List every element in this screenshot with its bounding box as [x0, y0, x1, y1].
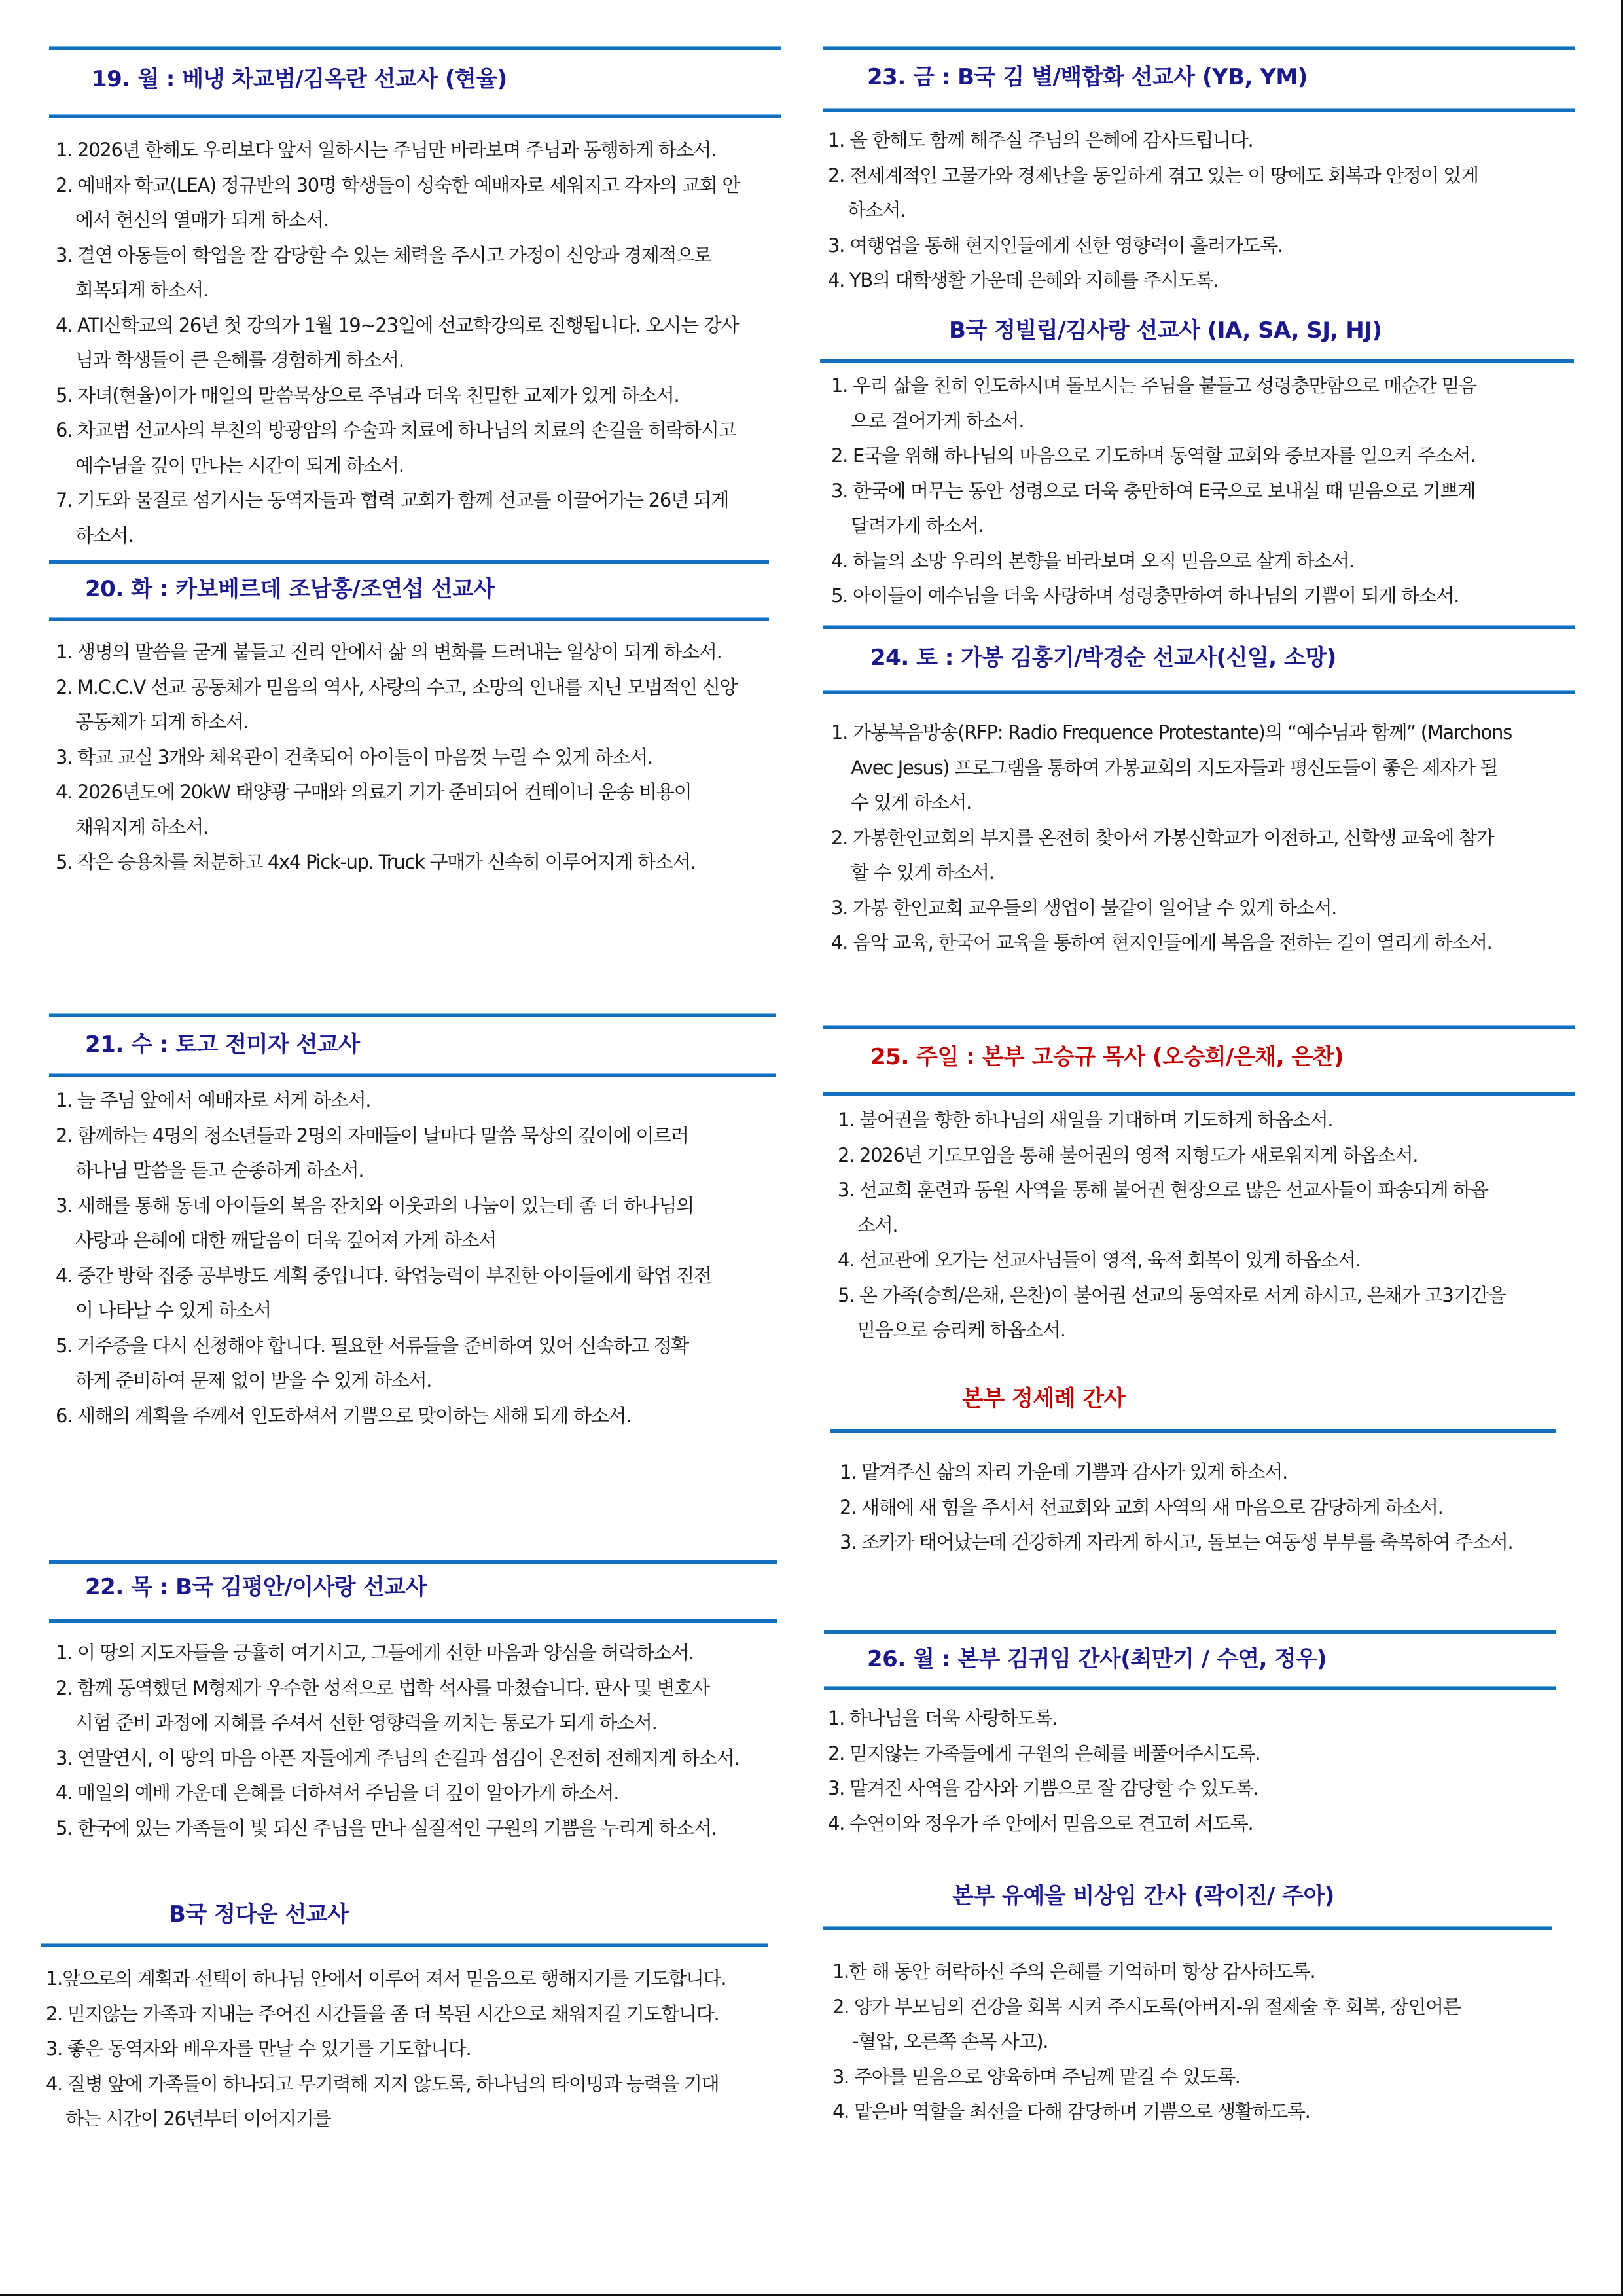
prayer-item: [831, 925, 1512, 961]
prayer-item-continuation: 시험 준비 과정에 지혜를 주셔서 선한 영향력을 끼치는 통로가 되게 하소서.: [75, 1712, 657, 1734]
prayer-item-continuation: 으로 걸어가게 하소서.: [851, 409, 1024, 432]
prayer-item: [840, 1490, 1512, 1526]
prayer-item-text: 1. 이 땅의 지도자들을 긍휼히 여기시고, 그들에게 선한 마음과 양심을 허락하소서.: [56, 1641, 694, 1664]
prayer-item-text: 3. 좋은 동역자와 배우자를 만날 수 있기를 기도합니다.: [46, 2037, 471, 2060]
prayer-item: [831, 579, 1476, 614]
prayer-item-text: 1. 맡겨주신 삶의 자리 가운데 기쁨과 감사가 있게 하소서.: [840, 1461, 1288, 1483]
prayer-item-text: 4. 2026년도에 20kW 태양광 구매와 의료기 기가 준비되어 컨테이너 운송 비용이: [56, 781, 692, 803]
prayer-list: [46, 1962, 726, 2137]
prayer-item-continuation: 이 나타날 수 있게 하소서: [75, 1299, 271, 1321]
prayer-item-text: 3. 가봉 한인교회 교우들의 생업이 불같이 일어날 수 있게 하소서.: [831, 896, 1337, 919]
prayer-item: [56, 1083, 711, 1119]
prayer-item: [56, 1259, 711, 1329]
prayer-item-text: 3. 새해를 통해 동네 아이들의 복음 잔치와 이웃과의 나눔이 있는데 좀 더 하나님의: [56, 1194, 694, 1217]
prayer-item: [56, 775, 737, 845]
prayer-item: [56, 1741, 739, 1776]
prayer-item: [56, 635, 737, 670]
prayer-item-text: 4. 선교관에 오가는 선교사님들이 영적, 육적 회복이 있게 하옵소서.: [838, 1249, 1361, 1271]
prayer-item-text: 3. 연말연시, 이 땅의 마음 아픈 자들에게 주님의 손길과 섬김이 온전히 전해지게 하소서.: [56, 1746, 740, 1769]
section-title: B국 정빌립/김사랑 선교사 (IA, SA, SJ, HJ): [949, 317, 1382, 344]
prayer-item-text: 5. 온 가족(승희/은채, 은찬)이 불어권 선교의 동역자로 서게 하시고, 은채가 고3기간을: [838, 1283, 1506, 1306]
prayer-item-continuation: -혈압, 오른쪽 손목 사고).: [852, 2030, 1048, 2053]
prayer-item: [831, 715, 1512, 821]
section-title: B국 정다운 선교사: [169, 1901, 349, 1928]
section-rule: [824, 1686, 1556, 1690]
prayer-item-text: 1. 우리 삶을 친히 인도하시며 돌보시는 주님을 붙들고 성령충만함으로 매순간 믿음: [831, 374, 1476, 397]
prayer-list: [56, 635, 737, 880]
prayer-item-text: 2. 양가 부모님의 건강을 회복 시켜 주시도록(아버지-위 절제술 후 회복, 장인어른: [832, 1995, 1461, 2018]
section-title: 20. 화 : 카보베르데 조남홍/조연섭 선교사: [85, 576, 495, 602]
prayer-item: [828, 1806, 1260, 1842]
prayer-item-text: 6. 새해의 계획을 주께서 인도하셔서 기쁨으로 맞이하는 새해 되게 하소서.: [56, 1404, 631, 1427]
prayer-item: [828, 1736, 1260, 1772]
prayer-item-text: 2. 믿지않는 가족과 지내는 주어진 시간들을 좀 더 복된 시간으로 채워지길 기도합니다.: [46, 2002, 719, 2025]
prayer-item: [831, 821, 1512, 891]
prayer-item-text: 4. 하늘의 소망 우리의 본향을 바라보며 오직 믿음으로 살게 하소서.: [831, 549, 1354, 572]
prayer-item-text: 4. ATI신학교의 26년 첫 강의가 1월 19~23일에 선교학강의로 진행됩니다. 오시는 강사: [56, 314, 739, 336]
prayer-item: [828, 228, 1478, 264]
prayer-item-text: 4. YB의 대학생활 가운데 은혜와 지혜를 주시도록.: [828, 269, 1219, 291]
prayer-item-continuation: 소서.: [857, 1213, 898, 1236]
prayer-item-text: 2. 믿지않는 가족들에게 구원의 은혜를 베풀어주시도록.: [828, 1742, 1260, 1765]
section-rule: [824, 1630, 1556, 1634]
prayer-item-text: 3. 선교회 훈련과 동원 사역을 통해 불어권 현장으로 많은 선교사들이 파송되게 하옵: [838, 1179, 1488, 1201]
prayer-item: [831, 474, 1476, 544]
prayer-item-text: 4. 중간 방학 집중 공부방도 계획 중입니다. 학업능력이 부진한 아이들에게 학업 진전: [56, 1264, 711, 1287]
prayer-item: [56, 1811, 739, 1846]
prayer-item-continuation: 회복되게 하소서.: [75, 279, 208, 301]
section-rule: [830, 1429, 1556, 1433]
prayer-item-text: 3. 맡겨진 사역을 감사와 기쁨으로 잘 감당할 수 있도록.: [828, 1777, 1258, 1799]
section-title: 26. 월 : 본부 김귀임 간사(최만기 / 수연, 정우): [867, 1646, 1327, 1672]
prayer-item-text: 3. 결연 아동들이 학업을 잘 감당할 수 있는 체력을 주시고 가정이 신앙과 경제적으로: [56, 243, 711, 266]
section-rule: [49, 46, 781, 50]
prayer-list: [828, 1701, 1260, 1841]
prayer-item-text: 2. 전세계적인 고물가와 경제난을 동일하게 겪고 있는 이 땅에도 회복과 안정이 있게: [828, 164, 1478, 187]
prayer-item-continuation: 채워지게 하소서.: [75, 816, 208, 838]
section-title: 23. 금 : B국 김 별/백합화 선교사 (YB, YM): [867, 64, 1308, 90]
prayer-item-text: 1. 올 한해도 함께 해주실 주님의 은혜에 감사드립니다.: [828, 129, 1253, 151]
prayer-item-text: 6. 차교범 선교사의 부친의 방광암의 수술과 치료에 하나님의 치료의 손길을 허락하시고: [56, 419, 736, 441]
prayer-item-continuation: 사랑과 은혜에 대한 깨달음이 더욱 깊어져 가게 하소서: [75, 1229, 497, 1251]
prayer-item-continuation: 하나님 말씀을 듣고 순종하게 하소서.: [75, 1159, 364, 1181]
prayer-item: [56, 1329, 711, 1399]
prayer-item: [56, 1399, 711, 1434]
section-title: 25. 주일 : 본부 고승규 목사 (오승희/은채, 은찬): [870, 1044, 1344, 1070]
prayer-item: [46, 2067, 726, 2137]
section-rule: [823, 108, 1575, 112]
prayer-item-text: 1.앞으로의 계획과 선택이 하나님 안에서 이루어 져서 믿음으로 행해지기를 기도합니다.: [46, 1967, 726, 1990]
prayer-item-continuation: 예수님을 깊이 만나는 시간이 되게 하소서.: [75, 454, 404, 476]
prayer-item-text: 5. 자녀(현율)이가 매일의 말씀묵상으로 주님과 더욱 친밀한 교제가 있게 하소서.: [56, 384, 679, 406]
prayer-item-continuation: 믿음으로 승리케 하옵소서.: [857, 1319, 1065, 1341]
section-rule: [49, 114, 781, 118]
prayer-item-continuation: 공동체가 되게 하소서.: [75, 711, 249, 733]
section-title: 본부 정세례 간사: [962, 1386, 1126, 1412]
section-title: 19. 월 : 베냉 차교범/김옥란 선교사 (현율): [92, 66, 507, 92]
prayer-item-text: 5. 한국에 있는 가족들이 빛 되신 주님을 만나 실질적인 구원의 기쁨을 누리게 하소서.: [56, 1816, 717, 1839]
prayer-item: [831, 544, 1476, 579]
prayer-item: [832, 2094, 1460, 2130]
prayer-item-text: 2. 함께하는 4명의 청소년들과 2명의 자매들이 날마다 말씀 묵상의 깊이에 이르러: [56, 1124, 688, 1147]
section-title: 24. 토 : 가봉 김홍기/박경순 선교사(신일, 소망): [870, 645, 1336, 671]
prayer-item: [838, 1173, 1506, 1243]
prayer-item-continuation: Avec Jesus) 프로그램을 통하여 가봉교회의 지도자들과 평신도들이 좋은 제자가 될: [851, 756, 1498, 779]
prayer-item-text: 1. 2026년 한해도 우리보다 앞서 일하시는 주님만 바라보며 주님과 동행하게 하소서.: [56, 139, 716, 161]
prayer-item: [56, 308, 740, 378]
prayer-item: [46, 1962, 726, 1997]
section-rule: [823, 1926, 1552, 1930]
prayer-item: [828, 123, 1478, 158]
prayer-item: [838, 1278, 1506, 1348]
prayer-item: [832, 2060, 1460, 2095]
prayer-item-text: 2. 예배자 학교(LEA) 정규반의 30명 학생들이 성숙한 예배자로 세워지고 각자의 교회 안: [56, 173, 740, 196]
prayer-item: [56, 1671, 739, 1741]
prayer-item: [56, 1119, 711, 1189]
prayer-item: [56, 168, 740, 238]
prayer-item-text: 2. M.C.C.V 선교 공동체가 믿음의 역사, 사랑의 수고, 소망의 인내를 지닌 모범적인 신앙: [56, 675, 738, 698]
section-rule: [823, 46, 1575, 50]
prayer-item-continuation: 달려가게 하소서.: [851, 514, 984, 537]
prayer-item-text: 4. 맡은바 역할을 최선을 다해 감당하며 기쁨으로 생활하도록.: [832, 2100, 1310, 2123]
prayer-item: [831, 439, 1476, 474]
prayer-item: [838, 1103, 1506, 1138]
prayer-list: [840, 1455, 1512, 1560]
prayer-item: [838, 1138, 1506, 1174]
prayer-item-text: 1. 하나님을 더욱 사랑하도록.: [828, 1707, 1058, 1729]
section-rule: [820, 359, 1574, 363]
prayer-item-text: 3. 한국에 머무는 동안 성령으로 더욱 충만하여 E국으로 보내실 때 믿음으로 기쁘게: [831, 479, 1476, 502]
section-rule: [823, 690, 1575, 694]
prayer-item: [46, 1997, 726, 2032]
prayer-item-text: 2. E국을 위해 하나님의 마음으로 기도하며 동역할 교회와 중보자를 일으켜 주소서.: [831, 444, 1476, 467]
prayer-item: [56, 1776, 739, 1811]
prayer-item: [828, 1771, 1260, 1806]
prayer-item-text: 1. 가봉복음방송(RFP: Radio Frequence Protestante)의 “예수님과 함께” (Marchons: [831, 721, 1512, 744]
prayer-item-text: 2. 가봉한인교회의 부지를 온전히 찾아서 가봉신학교가 이전하고, 신학생 교육에 참가: [831, 826, 1494, 849]
prayer-item-continuation: 님과 학생들이 큰 은혜를 경험하게 하소서.: [75, 349, 404, 371]
prayer-item-text: 4. 음악 교육, 한국어 교육을 통하여 현지인들에게 복음을 전하는 길이 열리게 하소서.: [831, 931, 1492, 954]
prayer-item: [828, 158, 1478, 228]
prayer-item: [831, 368, 1476, 439]
prayer-item: [56, 1636, 739, 1671]
section-title: 본부 유예을 비상임 간사 (곽이진/ 주아): [952, 1883, 1334, 1909]
prayer-item-continuation: 하소서.: [75, 524, 134, 547]
prayer-list: [838, 1103, 1506, 1348]
prayer-item-text: 4. 매일의 예배 가운데 은혜를 더하셔서 주님을 더 깊이 알아가게 하소서.: [56, 1782, 619, 1804]
prayer-list: [56, 1636, 739, 1846]
prayer-item: [56, 133, 740, 168]
prayer-item-continuation: 에서 헌신의 열매가 되게 하소서.: [75, 209, 329, 231]
section-rule: [823, 1092, 1575, 1096]
prayer-item-continuation: 할 수 있게 하소서.: [851, 861, 994, 884]
prayer-list: [828, 123, 1478, 298]
prayer-item-text: 3. 여행업을 통해 현지인들에게 선한 영향력이 흘러가도록.: [828, 234, 1283, 257]
prayer-item: [832, 1954, 1460, 1990]
prayer-item-continuation: 하게 준비하여 문제 없이 받을 수 있게 하소서.: [75, 1369, 432, 1391]
prayer-list: [831, 715, 1512, 961]
prayer-item-text: 3. 학교 교실 3개와 체육관이 건축되어 아이들이 마음껏 누릴 수 있게 하소서.: [56, 745, 652, 768]
prayer-item-text: 2. 2026년 기도모임을 통해 불어권의 영적 지형도가 새로워지게 하옵소서.: [838, 1143, 1418, 1166]
prayer-item: [56, 413, 740, 483]
prayer-item-text: 2. 함께 동역했던 M형제가 우수한 성적으로 법학 석사를 마쳤습니다. 판사 및 변호사: [56, 1676, 709, 1699]
section-rule: [49, 560, 769, 564]
section-rule: [823, 625, 1575, 629]
prayer-item-text: 1. 늘 주님 앞에서 예배자로 서게 하소서.: [56, 1089, 371, 1111]
prayer-item-text: 4. 질병 앞에 가족들이 하나되고 무기력해 지지 않도록, 하나님의 타이밍과 능력을 기대: [46, 2072, 719, 2095]
prayer-item-text: 1.한 해 동안 허락하신 주의 은혜를 기억하며 항상 감사하도록.: [832, 1960, 1315, 1982]
prayer-item: [828, 263, 1478, 298]
prayer-item: [828, 1701, 1260, 1736]
prayer-item: [840, 1525, 1512, 1560]
section-title: 22. 목 : B국 김평안/이사랑 선교사: [85, 1574, 427, 1600]
section-rule: [49, 617, 769, 621]
prayer-item-text: 7. 기도와 물질로 섬기시는 동역자들과 협력 교회가 함께 선교를 이끌어가는 26년 되게: [56, 489, 729, 511]
prayer-list: [831, 368, 1476, 614]
section-rule: [49, 1560, 777, 1564]
prayer-item-text: 4. 수연이와 정우가 주 안에서 믿음으로 견고히 서도록.: [828, 1812, 1253, 1835]
prayer-item: [831, 891, 1512, 926]
prayer-item-continuation: 수 있게 하소서.: [851, 791, 972, 814]
prayer-item-continuation: 하는 시간이 26년부터 이어지기를: [65, 2108, 331, 2130]
prayer-item-text: 5. 아이들이 예수님을 더욱 사랑하며 성령충만하여 하나님의 기쁨이 되게 하소서.: [831, 584, 1459, 607]
prayer-item-text: 5. 거주증을 다시 신청해야 합니다. 필요한 서류들을 준비하여 있어 신속하고 정확: [56, 1334, 689, 1357]
prayer-item: [56, 740, 737, 776]
prayer-item-text: 1. 생명의 말씀을 굳게 붙들고 진리 안에서 삶 의 변화를 드러내는 일상이 되게 하소서.: [56, 641, 722, 663]
section-rule: [41, 1943, 768, 1947]
prayer-item-text: 1. 불어권을 향한 하나님의 새일을 기대하며 기도하게 하옵소서.: [838, 1109, 1333, 1131]
prayer-item: [46, 2032, 726, 2067]
prayer-item: [56, 845, 737, 880]
prayer-item-text: 3. 주아를 믿음으로 양육하며 주님께 맡길 수 있도록.: [832, 2065, 1240, 2088]
prayer-item: [832, 1990, 1460, 2060]
prayer-list: [56, 1083, 711, 1433]
prayer-item-text: 2. 새해에 새 힘을 주셔서 선교회와 교회 사역의 새 마음으로 감당하게 하소서.: [840, 1496, 1443, 1518]
prayer-item: [56, 670, 737, 740]
prayer-item: [56, 238, 740, 308]
prayer-item: [840, 1455, 1512, 1490]
prayer-item-text: 3. 조카가 태어났는데 건강하게 자라게 하시고, 돌보는 여동생 부부를 축복하여 주소서.: [840, 1531, 1513, 1553]
prayer-item-continuation: 하소서.: [847, 199, 906, 221]
prayer-item-text: 5. 작은 승용차를 처분하고 4x4 Pick-up. Truck 구매가 신속히 이루어지게 하소서.: [56, 851, 696, 873]
section-rule: [823, 1025, 1575, 1029]
section-rule: [49, 1073, 776, 1077]
prayer-list: [56, 133, 740, 553]
prayer-item: [56, 483, 740, 553]
prayer-item: [56, 1189, 711, 1259]
section-title: 21. 수 : 토고 전미자 선교사: [85, 1031, 360, 1058]
prayer-item: [56, 378, 740, 414]
prayer-item: [838, 1243, 1506, 1278]
section-rule: [49, 1619, 777, 1623]
prayer-list: [832, 1954, 1460, 2130]
section-rule: [49, 1013, 776, 1017]
